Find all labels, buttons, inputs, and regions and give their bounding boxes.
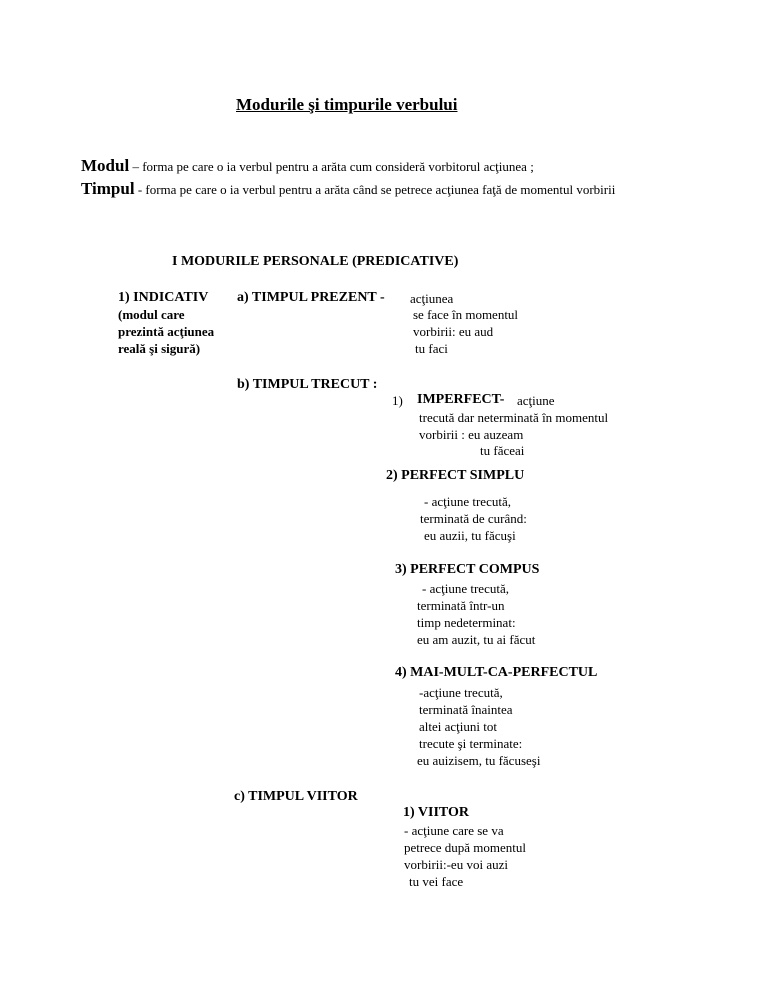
imperfect-line: vorbirii : eu auzeam: [419, 427, 524, 442]
mmcp-line: trecute şi terminate:: [419, 736, 523, 751]
prezent-line: vorbirii: eu aud: [413, 324, 494, 339]
section-heading: I MODURILE PERSONALE (PREDICATIVE): [172, 254, 459, 269]
viitor-line: petrece după momentul: [404, 840, 527, 855]
viitor-line: vorbirii:-eu voi auzi: [404, 857, 508, 872]
imperfect-line: trecută dar neterminată în momentul: [419, 410, 609, 425]
perfect-compus-line: terminată într-un: [417, 598, 505, 613]
page-title: Modurile şi timpurile verbului: [236, 95, 458, 114]
prezent-line: acţiunea: [410, 291, 454, 306]
viitor-sub-heading: 1) VIITOR: [403, 805, 470, 820]
definition-mod: [81, 156, 679, 177]
mmcp-line: -acţiune trecută,: [419, 685, 503, 700]
imperfect-number: 1): [392, 393, 403, 408]
perfect-compus-line: timp nedeterminat:: [417, 615, 516, 630]
prezent-line: tu faci: [415, 341, 448, 356]
viitor-heading: c) TIMPUL VIITOR: [234, 789, 358, 804]
viitor-line: tu vei face: [409, 874, 464, 889]
perfect-compus-line: - acţiune trecută,: [422, 581, 509, 596]
definition-mod-text: – forma pe care o ia verbul pentru a arăta cum consideră vorbitorul acţiunea ;: [132, 159, 534, 174]
definition-timp-text: - forma pe care o ia verbul pentru a arăta când se petrece acţiunea faţă de momentul vorbirii: [134, 182, 616, 197]
mmcp-line: terminată înaintea: [419, 702, 513, 717]
mmcp-line: eu auizisem, tu făcuseşi: [417, 753, 541, 768]
perfect-compus-line: eu am auzit, tu ai făcut: [417, 632, 536, 647]
perfect-simplu-heading: 2) PERFECT SIMPLU: [386, 468, 525, 483]
viitor-line: - acţiune care se va: [404, 823, 504, 838]
term-timp: Timpul: [81, 179, 135, 198]
trecut-heading: b) TIMPUL TRECUT :: [237, 377, 378, 392]
imperfect-heading: IMPERFECT-: [417, 392, 505, 407]
mmcp-line: altei acţiuni tot: [419, 719, 497, 734]
mmcp-heading: 4) MAI-MULT-CA-PERFECTUL: [395, 665, 598, 680]
perfect-compus-heading: 3) PERFECT COMPUS: [395, 562, 540, 577]
imperfect-line: acţiune: [517, 393, 555, 408]
perfect-simplu-line: terminată de curând:: [420, 511, 527, 526]
prezent-line: se face în momentul: [413, 307, 519, 322]
term-mod: Modul: [81, 156, 130, 175]
indicativ-desc-line: prezintă acţiunea: [118, 324, 215, 339]
indicativ-desc-line: reală şi sigură): [118, 341, 201, 356]
indicativ-desc-line: (modul care: [118, 307, 185, 322]
indicativ-heading: 1) INDICATIV: [118, 290, 209, 305]
perfect-simplu-line: - acţiune trecută,: [424, 494, 511, 509]
prezent-heading: a) TIMPUL PREZENT -: [237, 290, 385, 305]
perfect-simplu-line: eu auzii, tu făcuşi: [424, 528, 516, 543]
imperfect-line: tu făceai: [480, 443, 525, 458]
definition-timp: [81, 179, 679, 200]
